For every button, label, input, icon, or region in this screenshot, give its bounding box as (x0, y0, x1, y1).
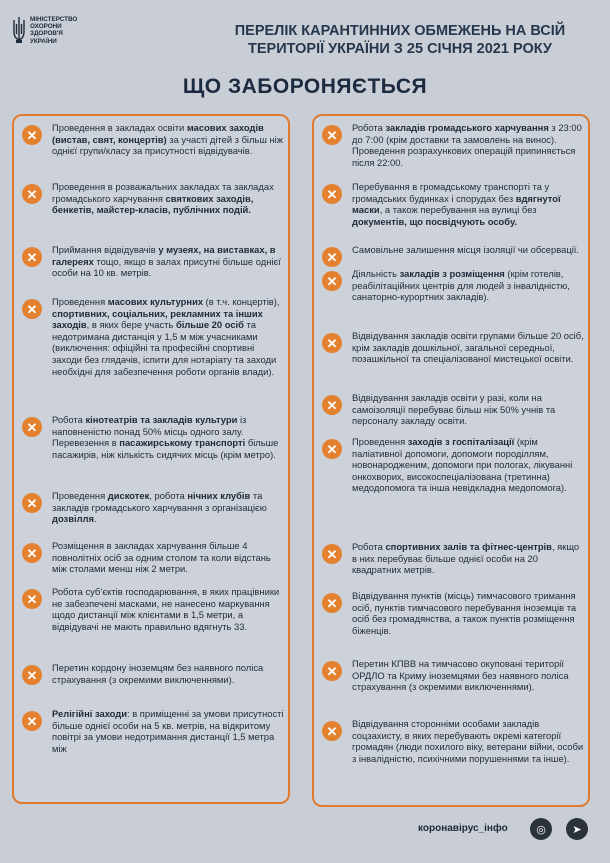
ministry-logo (12, 16, 92, 64)
prohibited-x-icon: ✕ (22, 247, 42, 267)
prohibited-x-icon: ✕ (322, 661, 342, 681)
list-item (314, 244, 588, 267)
list-item-text: Перетин КПВВ на тимчасово окуповані території ОРДЛО та Криму іноземцями без наявного поліса страхування (з окремими виключеннями). (352, 658, 569, 693)
list-item (314, 330, 588, 365)
prohibited-x-icon: ✕ (22, 299, 42, 319)
list-item-text: Перетин кордону іноземцям без наявного поліса страхування (з окремими виключеннями). (52, 662, 264, 685)
prohibited-x-icon: ✕ (22, 125, 42, 145)
prohibited-x-icon: ✕ (322, 395, 342, 415)
list-item (314, 436, 588, 494)
telegram-icon[interactable]: ➤ (566, 818, 588, 840)
list-item (314, 590, 588, 636)
list-item (314, 122, 588, 168)
prohibited-x-icon: ✕ (22, 711, 42, 731)
logo-line: МІНІСТЕРСТВО (30, 16, 78, 23)
list-item-text: Проведення в розважальних закладах та закладах громадського харчування святкових заходів, бенкетів, майстер-класів, публічних подій. (52, 181, 274, 216)
logo-text (30, 16, 86, 45)
prohibited-x-icon: ✕ (322, 721, 342, 741)
list-item-text: Відвідування закладів освіти у разі, коли на самоізоляції перебуває більш ніж 50% учнів та персоналу закладу освіти. (352, 392, 556, 427)
prohibited-x-icon: ✕ (322, 184, 342, 204)
list-item-text: Приймання відвідувачів у музеях, на виставках, в галереях тощо, якщо в залах присутні більше однієї особи на 10 кв. метрів. (52, 244, 281, 279)
list-item (314, 268, 588, 303)
list-item (314, 658, 588, 693)
list-item-text: Розміщення в закладах харчування більше 4 повнолітніх осіб за одним столом та коли відстань між столами менш ніж 2 метри. (52, 540, 271, 575)
list-item (314, 181, 588, 227)
list-item (14, 296, 288, 377)
trident-icon (12, 16, 26, 44)
list-item-text: Проведення масових культурних (в т.ч. концертів), спортивних, соціальних, рекламних та інших заходів, в яких бере участь більше 20 осіб та недотримана дистанція у 1,5 м між учасниками (виключення: офіційні та професійні спортивні заходи без глядачів, іспити для нотаріату та заходи необхідні для забезпечення роботи органів влади). (52, 296, 280, 377)
list-item-text: Діяльність закладів з розміщення (крім готелів, реабілітаційних центрів для людей з інвалідністю, санаторно-курортних закладів). (352, 268, 570, 303)
list-item (14, 414, 288, 460)
prohibited-x-icon: ✕ (322, 125, 342, 145)
list-item (14, 490, 288, 525)
list-item-text: Проведення дискотек, робота нічних клубів та закладів громадського харчування з організацією дозвілля. (52, 490, 267, 525)
logo-line: ОХОРОНИ (30, 23, 62, 31)
prohibited-x-icon: ✕ (322, 247, 342, 267)
list-item-text: Перебування в громадському транспорті та у громадських будинках і спорудах без вдягнутої маски, а також перебування на вулиці без документів, що посвідчують особу. (352, 181, 561, 227)
logo-line: УКРАЇНИ (30, 37, 57, 45)
list-item (14, 122, 288, 157)
prohibited-x-icon: ✕ (322, 439, 342, 459)
prohibited-x-icon: ✕ (322, 544, 342, 564)
list-item-text: Робота кінотеатрів та закладів культури із наповненістю понад 50% місць одного залу. Перевезення в пасажирському транспорті більше пасажирів, ніж кількість сидячих місць (крім метро). (52, 414, 279, 460)
footer-handle: коронавірус_інфо (418, 823, 508, 834)
list-item-text: Відвідування закладів освіти групами більше 20 осіб, крім закладів дошкільної, загальної середньої, позашкільної та спеціалізованої мистецької освіти. (352, 330, 584, 365)
title-line-2: ТЕРИТОРІЇ УКРАЇНИ З 25 СІЧНЯ 2021 РОКУ (248, 41, 552, 57)
list-item-text: Самовільне залишення місця ізоляції чи обсервації. (352, 244, 579, 255)
prohibited-x-icon: ✕ (22, 589, 42, 609)
list-item (14, 708, 288, 754)
prohibited-x-icon: ✕ (22, 543, 42, 563)
list-item (14, 244, 288, 279)
list-item (14, 540, 288, 575)
list-item (14, 586, 288, 632)
list-item-text: Проведення заходів з госпіталізації (крім паліативної допомоги, допомоги породіллям, новонародженим, допомоги при пологах, лікуванні онкохворих, високоспеціалізована (третинна) медодопомога та інша невідкладна медопомога). (352, 436, 573, 494)
list-item-text: Робота суб’єктів господарювання, в яких працівники не забезпечені масками, не нанесено маркування щодо дистанції між клієнтами в 1,5 метри, а відвідувачі не мають правильно вдягнуть 33. (52, 586, 280, 632)
instagram-icon[interactable]: ◎ (530, 818, 552, 840)
prohibited-x-icon: ✕ (22, 184, 42, 204)
section-heading: ЩО ЗАБОРОНЯЄТЬСЯ (182, 75, 428, 98)
list-item (314, 718, 588, 764)
title-line-1: ПЕРЕЛІК КАРАНТИННИХ ОБМЕЖЕНЬ НА ВСІЙ (234, 23, 566, 39)
list-item-text: Проведення в закладах освіти масових заходів (вистав, свят, концертів) за участі дітей з більш ніж однієї групи/класу за присутності відвідувачів. (52, 122, 284, 157)
list-item-text: Робота спортивних залів та фітнес-центрів, якщо в них перебуває більше однієї особи на 20 квадратних метрів. (352, 541, 580, 576)
left-column (12, 114, 290, 804)
right-column (312, 114, 590, 807)
prohibited-x-icon: ✕ (322, 593, 342, 613)
logo-line: ЗДОРОВ'Я (30, 30, 63, 38)
prohibited-x-icon: ✕ (322, 333, 342, 353)
list-item (314, 541, 588, 576)
list-item (14, 662, 288, 685)
list-item (314, 392, 588, 427)
page-title (200, 22, 600, 58)
list-item-text: Відвідування сторонніми особами закладів соцзахисту, в яких перебувають окремі категорії громадян (люди похилого віку, ветерани війни, особи з інвалідністю, психічними порушеннями та інше). (352, 718, 584, 764)
prohibited-x-icon: ✕ (22, 493, 42, 513)
list-item-text: Релігійні заходи: в приміщенні за умови присутності більше однієї особи на 5 кв. метрів, на відкритому повітрі за умови недотримання дистанції 1,5 метра між (52, 708, 284, 754)
list-item (14, 181, 288, 216)
list-item-text: Робота закладів громадського харчування з 23:00 до 7:00 (крім доставки та замовлень на винос). Проведення розрахункових операцій припиняється після 22:00. (352, 122, 582, 168)
prohibited-x-icon: ✕ (22, 417, 42, 437)
prohibited-x-icon: ✕ (22, 665, 42, 685)
prohibited-x-icon: ✕ (322, 271, 342, 291)
list-item-text: Відвідування пунктів (місць) тимчасового тримання осіб, пунктів тимчасового перебування іноземців та осіб без громадянства, а також пунктів розміщення біженців. (352, 590, 577, 636)
